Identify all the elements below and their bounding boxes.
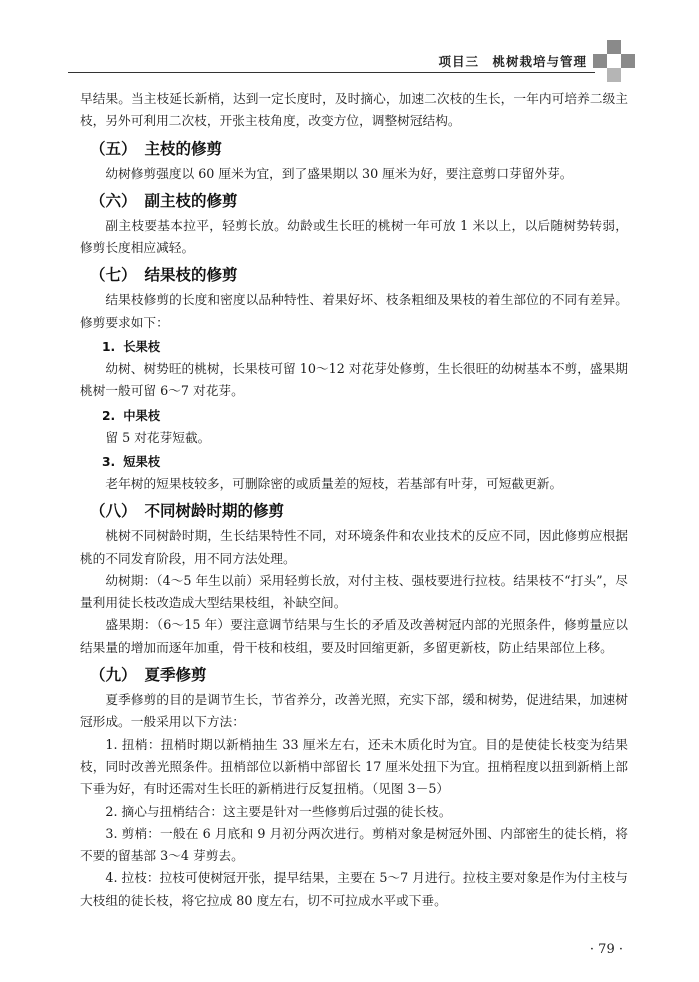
section-heading — [90, 137, 628, 161]
section-heading — [90, 663, 628, 687]
paragraph: 桃树不同树龄时期，生长结果特性不同，对环境条件和农业技术的反应不同，因此修剪应根据桃的不同发育阶段，用不同方法处理。 — [80, 528, 628, 566]
paragraph: 幼树、树势旺的桃树，长果枝可留 10～12 对花芽处修剪，生长很旺的幼树基本不剪，盛果期桃树一般可留 6～7 对花芽。 — [80, 361, 628, 399]
subsection-title: 中果枝 — [123, 408, 161, 423]
section-title: 不同树龄时期的修剪 — [144, 502, 285, 521]
subsection-number: 1. — [102, 340, 116, 355]
header-rule — [68, 72, 595, 73]
section-title: 结果枝的修剪 — [144, 266, 238, 285]
paragraph: 1. 扭梢：扭梢时期以新梢抽生 33 厘米左右，还未木质化时为宜。目的是使徒长枝变为结果枝，同时改善光照条件。扭梢部位以新梢中部留长 17 厘米处扭下为宜。扭梢程度以扭到新梢上部下垂为好，有时还需对生长旺的新梢进行反复扭梢。（见图 3－5） — [80, 736, 628, 797]
header-title: 项目三 桃树栽培与管理 — [438, 54, 587, 69]
section-title: 夏季修剪 — [144, 666, 207, 685]
section-number: （八） — [90, 502, 137, 521]
paragraph: 幼树修剪强度以 60 厘米为宜，到了盛果期以 30 厘米为好，要注意剪口芽留外芽。 — [105, 165, 573, 181]
section-number: （九） — [90, 666, 137, 685]
section-title: 主枝的修剪 — [144, 139, 223, 158]
paragraph: 老年树的短果枝较多，可删除密的或质量差的短枝，若基部有叶芽，可短截更新。 — [105, 475, 563, 491]
section-heading — [90, 189, 628, 213]
paragraph: 4. 拉枝：拉枝可使树冠开张，提早结果，主要在 5～7 月进行。拉枝主要对象是作为付主枝与大枝组的徒长枝，将它拉成 80 度左右，切不可拉成水平或下垂。 — [80, 870, 628, 908]
section-heading — [90, 263, 628, 287]
paragraph: 结果枝修剪的长度和密度以品种特性、着果好坏、枝条粗细及果枝的着生部位的不同有差异。修剪要求如下： — [80, 292, 628, 330]
section-number: （六） — [90, 191, 137, 210]
page-body — [80, 88, 628, 912]
paragraph: 副主枝要基本拉平，轻剪长放。幼龄或生长旺的桃树一年可放 1 米以上，以后随树势转弱，修剪长度相应减轻。 — [80, 217, 628, 256]
paragraph: 早结果。当主枝延长新梢，达到一定长度时，及时摘心，加速二次枝的生长，一年内可培养二级主枝，另外可利用二次枝，开张主枝角度，改变方位，调整树冠结构。 — [80, 91, 628, 129]
paragraph: 留 5 对花芽短截。 — [105, 429, 211, 445]
paragraph: 夏季修剪的目的是调节生长，节省养分，改善光照，充实下部，缓和树势，促进结果，加速树冠形成。一般采用以下方法： — [80, 692, 628, 730]
subsection-heading — [102, 337, 628, 357]
subsection-title: 长果枝 — [123, 340, 161, 355]
section-heading — [90, 499, 628, 523]
subsection-title: 短果枝 — [123, 454, 161, 469]
section-number: （五） — [90, 139, 137, 158]
subsection-number: 2. — [102, 408, 116, 423]
subsection-heading — [102, 452, 628, 472]
subsection-number: 3. — [102, 454, 116, 469]
section-number: （七） — [90, 266, 137, 285]
subsection-heading — [102, 406, 628, 426]
paragraph: 幼树期：（4～5 年生以前）采用轻剪长放，对付主枝、强枝要进行拉枝。结果枝不“打头”，尽量利用徒长枝改造成大型结果枝组，补缺空间。 — [80, 572, 628, 611]
page-number: · 79 · — [589, 942, 623, 957]
corner-decoration — [593, 40, 635, 82]
paragraph: 2. 摘心与扭梢结合：这主要是针对一些修剪后过强的徒长枝。 — [105, 803, 452, 819]
paragraph: 盛果期：（6～15 年）要注意调节结果与生长的矛盾及改善树冠内部的光照条件，修剪量应以结果量的增加而逐年加重，骨干枝和枝组，要及时回缩更新，多留更新枝，防止结果部位上移。 — [80, 617, 628, 655]
paragraph: 3. 剪梢：一般在 6 月底和 9 月初分两次进行。剪梢对象是树冠外围、内部密生的徒长梢，将不要的留基部 3～4 芽剪去。 — [80, 825, 628, 864]
section-title: 副主枝的修剪 — [144, 191, 238, 210]
